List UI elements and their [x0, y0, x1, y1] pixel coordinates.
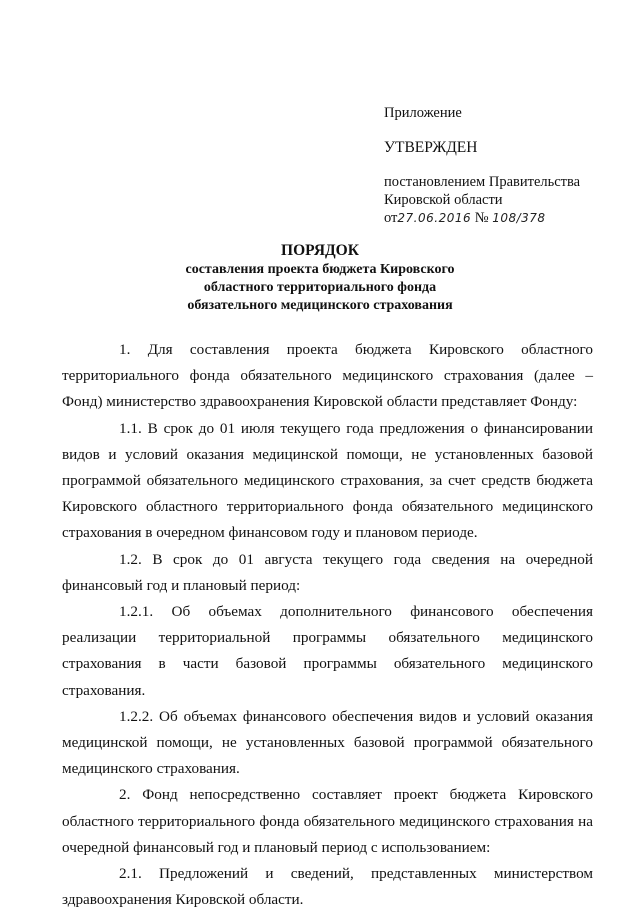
paragraph-1-2-2: 1.2.2. Об объемах финансового обеспечения видов и условий оказания медицинской помощи, не установленных базовой программой обязательного медицинского страхования.: [62, 707, 593, 778]
handwritten-date: 27.06.2016: [397, 211, 472, 225]
handwritten-number: 108/378: [492, 211, 546, 225]
title-line-3: обязательного медицинского страхования: [187, 298, 453, 313]
paragraph-1-2: 1.2. В срок до 01 августа текущего года сведения на очередной финансовый год и плановый период:: [62, 550, 593, 594]
number-sign: №: [474, 210, 489, 226]
paragraph-2: 2. Фонд непосредственно составляет проект бюджета Кировского областного территориального фонда обязательного медицинского страхования на очередной финансовый год и плановый период с использованием:: [62, 786, 593, 856]
document-heading: ПОРЯДОК: [281, 242, 359, 259]
approved-by-line-2: Кировской области: [384, 192, 503, 208]
title-line-1: составления проекта бюджета Кировского: [185, 262, 455, 277]
title-line-2: областного территориального фонда: [203, 280, 437, 295]
paragraph-1-2-1: 1.2.1. Об объемах дополнительного финансового обеспечения реализации территориальной программы обязательного медицинского страхования в части базовой программы обязательного медицинского страхования.: [62, 603, 593, 699]
paragraph-2-1: 2.1. Предложений и сведений, представленных министерством здравоохранения Кировской области.: [62, 865, 593, 909]
paragraph-1-1: 1.1. В срок до 01 июля текущего года предложения о финансировании видов и условий оказания медицинской помощи, не установленных базовой программой обязательного медицинского страхования, за счет средств бюджета Кировского областного территориального фонда обязательного медицинского страхования в очередном финансовом году и плановом периоде.: [62, 419, 593, 542]
approved-by-line-1: постановлением Правительства: [384, 174, 581, 190]
approval-date-line: [384, 209, 546, 228]
approved-label: УТВЕРЖДЕН: [384, 139, 478, 156]
appendix-label: Приложение: [384, 105, 462, 121]
document-body: [62, 337, 593, 913]
paragraph-1: 1. Для составления проекта бюджета Кировского областного территориального фонда обязательного медицинского страхования (далее – Фонд) министерство здравоохранения Кировской области представляет Фонду:: [62, 341, 593, 411]
date-prefix: от: [384, 210, 398, 226]
